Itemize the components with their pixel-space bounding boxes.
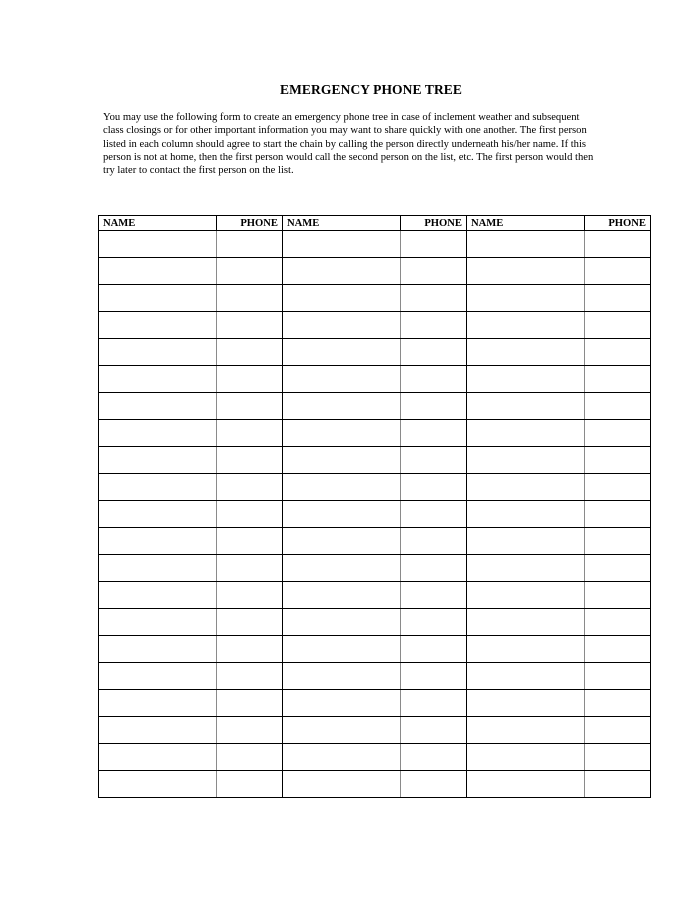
name-cell[interactable]: [99, 717, 217, 744]
name-cell[interactable]: [467, 312, 585, 339]
table-row: [99, 636, 651, 663]
phone-cell[interactable]: [401, 690, 467, 717]
phone-cell[interactable]: [401, 285, 467, 312]
phone-cell[interactable]: [401, 339, 467, 366]
phone-cell[interactable]: [401, 771, 467, 798]
name-cell[interactable]: [283, 474, 401, 501]
name-cell[interactable]: [99, 555, 217, 582]
phone-cell[interactable]: [217, 501, 283, 528]
phone-cell[interactable]: [585, 285, 651, 312]
phone-cell[interactable]: [401, 528, 467, 555]
instructions-line: listed in each column should agree to start the chain by calling the person directly underneath his/her name. If this: [103, 138, 587, 150]
instructions-line: try later to contact the first person on the list.: [103, 165, 294, 177]
name-cell[interactable]: [283, 501, 401, 528]
name-cell[interactable]: [283, 447, 401, 474]
name-cell[interactable]: [467, 339, 585, 366]
phone-cell[interactable]: [217, 474, 283, 501]
table-row: [99, 717, 651, 744]
phone-cell[interactable]: [217, 771, 283, 798]
phone-cell[interactable]: [217, 366, 283, 393]
name-cell[interactable]: [99, 339, 217, 366]
name-cell[interactable]: [99, 501, 217, 528]
phone-cell[interactable]: [585, 501, 651, 528]
phone-cell[interactable]: [217, 312, 283, 339]
table-row: [99, 285, 651, 312]
phone-cell[interactable]: [585, 447, 651, 474]
table-row: [99, 609, 651, 636]
phone-cell[interactable]: [217, 744, 283, 771]
name-cell[interactable]: [283, 582, 401, 609]
phone-cell[interactable]: [401, 258, 467, 285]
instructions-line: person is not at home, then the first person would call the second person on the list, etc. The first person would then: [103, 151, 594, 163]
phone-cell[interactable]: [217, 285, 283, 312]
name-cell[interactable]: [283, 366, 401, 393]
phone-cell[interactable]: [217, 555, 283, 582]
phone-cell[interactable]: [217, 717, 283, 744]
name-cell[interactable]: [283, 663, 401, 690]
phone-cell[interactable]: [401, 555, 467, 582]
phone-cell[interactable]: [401, 474, 467, 501]
name-cell[interactable]: [99, 285, 217, 312]
phone-cell[interactable]: [217, 663, 283, 690]
phone-cell[interactable]: [585, 393, 651, 420]
name-cell[interactable]: [283, 393, 401, 420]
table-row: [99, 582, 651, 609]
table-row: [99, 312, 651, 339]
name-cell[interactable]: [467, 366, 585, 393]
phone-cell[interactable]: [217, 528, 283, 555]
phone-cell[interactable]: [585, 339, 651, 366]
column-header-phone: PHONE: [217, 216, 283, 231]
phone-cell[interactable]: [217, 258, 283, 285]
table-body: [99, 231, 651, 798]
phone-cell[interactable]: [401, 663, 467, 690]
phone-cell[interactable]: [401, 501, 467, 528]
phone-cell[interactable]: [217, 393, 283, 420]
name-cell[interactable]: [467, 258, 585, 285]
table-row: [99, 447, 651, 474]
name-cell[interactable]: [283, 339, 401, 366]
name-cell[interactable]: [467, 285, 585, 312]
phone-cell[interactable]: [217, 609, 283, 636]
phone-cell[interactable]: [585, 609, 651, 636]
name-cell[interactable]: [467, 231, 585, 258]
name-cell[interactable]: [99, 258, 217, 285]
phone-cell[interactable]: [585, 231, 651, 258]
name-cell[interactable]: [99, 771, 217, 798]
phone-cell[interactable]: [585, 744, 651, 771]
column-header-name: NAME: [283, 216, 401, 231]
phone-cell[interactable]: [585, 474, 651, 501]
page-title: EMERGENCY PHONE TREE: [279, 82, 463, 97]
name-cell[interactable]: [99, 609, 217, 636]
name-cell[interactable]: [283, 528, 401, 555]
phone-cell[interactable]: [217, 690, 283, 717]
name-cell[interactable]: [283, 609, 401, 636]
table-row: [99, 366, 651, 393]
instructions-line: class closings or for other important information you may want to share quickly with one another. The first person: [103, 125, 587, 137]
name-cell[interactable]: [99, 474, 217, 501]
name-cell[interactable]: [99, 582, 217, 609]
phone-cell[interactable]: [585, 366, 651, 393]
phone-cell[interactable]: [585, 690, 651, 717]
phone-cell[interactable]: [217, 231, 283, 258]
name-cell[interactable]: [467, 744, 585, 771]
table-row: [99, 258, 651, 285]
name-cell[interactable]: [467, 501, 585, 528]
table-row: [99, 744, 651, 771]
name-cell[interactable]: [99, 231, 217, 258]
name-cell[interactable]: [467, 528, 585, 555]
phone-cell[interactable]: [401, 582, 467, 609]
phone-cell[interactable]: [585, 258, 651, 285]
name-cell[interactable]: [283, 258, 401, 285]
name-cell[interactable]: [467, 771, 585, 798]
name-cell[interactable]: [283, 555, 401, 582]
name-cell[interactable]: [99, 663, 217, 690]
phone-cell[interactable]: [401, 366, 467, 393]
name-cell[interactable]: [283, 690, 401, 717]
name-cell[interactable]: [467, 447, 585, 474]
name-cell[interactable]: [467, 636, 585, 663]
phone-cell[interactable]: [585, 312, 651, 339]
name-cell[interactable]: [283, 285, 401, 312]
phone-cell[interactable]: [401, 393, 467, 420]
name-cell[interactable]: [283, 717, 401, 744]
name-cell[interactable]: [99, 366, 217, 393]
phone-tree-table: [98, 215, 651, 798]
name-cell[interactable]: [467, 582, 585, 609]
column-header-name: NAME: [99, 216, 217, 231]
name-cell[interactable]: [467, 474, 585, 501]
phone-cell[interactable]: [585, 663, 651, 690]
name-cell[interactable]: [467, 420, 585, 447]
instructions-line: You may use the following form to create an emergency phone tree in case of inclement weather and subsequent: [103, 112, 580, 123]
phone-cell[interactable]: [585, 420, 651, 447]
table-row: [99, 393, 651, 420]
phone-cell[interactable]: [401, 420, 467, 447]
table-row: [99, 501, 651, 528]
table-row: [99, 690, 651, 717]
phone-cell[interactable]: [217, 339, 283, 366]
table-header-row: [99, 216, 651, 231]
name-cell[interactable]: [99, 447, 217, 474]
table-row: [99, 771, 651, 798]
phone-cell[interactable]: [217, 420, 283, 447]
phone-cell[interactable]: [401, 636, 467, 663]
table-row: [99, 339, 651, 366]
table-row: [99, 474, 651, 501]
instructions-paragraph: [103, 111, 643, 177]
phone-cell[interactable]: [217, 447, 283, 474]
table-row: [99, 663, 651, 690]
name-cell[interactable]: [283, 771, 401, 798]
phone-cell[interactable]: [401, 717, 467, 744]
phone-cell[interactable]: [401, 609, 467, 636]
name-cell[interactable]: [467, 663, 585, 690]
column-header-phone: PHONE: [585, 216, 651, 231]
column-header-phone: PHONE: [401, 216, 467, 231]
name-cell[interactable]: [99, 312, 217, 339]
phone-cell[interactable]: [217, 582, 283, 609]
name-cell[interactable]: [283, 312, 401, 339]
phone-cell[interactable]: [585, 636, 651, 663]
name-cell[interactable]: [99, 420, 217, 447]
table-row: [99, 528, 651, 555]
name-cell[interactable]: [467, 717, 585, 744]
name-cell[interactable]: [99, 744, 217, 771]
phone-cell[interactable]: [401, 744, 467, 771]
name-cell[interactable]: [283, 231, 401, 258]
phone-cell[interactable]: [585, 717, 651, 744]
name-cell[interactable]: [99, 690, 217, 717]
phone-cell[interactable]: [401, 312, 467, 339]
name-cell[interactable]: [467, 555, 585, 582]
phone-cell[interactable]: [401, 231, 467, 258]
phone-cell[interactable]: [401, 447, 467, 474]
phone-cell[interactable]: [585, 771, 651, 798]
phone-cell[interactable]: [585, 555, 651, 582]
name-cell[interactable]: [467, 690, 585, 717]
name-cell[interactable]: [99, 393, 217, 420]
phone-cell[interactable]: [585, 528, 651, 555]
column-header-name: NAME: [467, 216, 585, 231]
name-cell[interactable]: [467, 393, 585, 420]
name-cell[interactable]: [467, 609, 585, 636]
phone-cell[interactable]: [585, 582, 651, 609]
name-cell[interactable]: [283, 420, 401, 447]
name-cell[interactable]: [283, 636, 401, 663]
phone-cell[interactable]: [217, 636, 283, 663]
name-cell[interactable]: [99, 636, 217, 663]
table-row: [99, 555, 651, 582]
name-cell[interactable]: [99, 528, 217, 555]
name-cell[interactable]: [283, 744, 401, 771]
table-row: [99, 231, 651, 258]
table-row: [99, 420, 651, 447]
